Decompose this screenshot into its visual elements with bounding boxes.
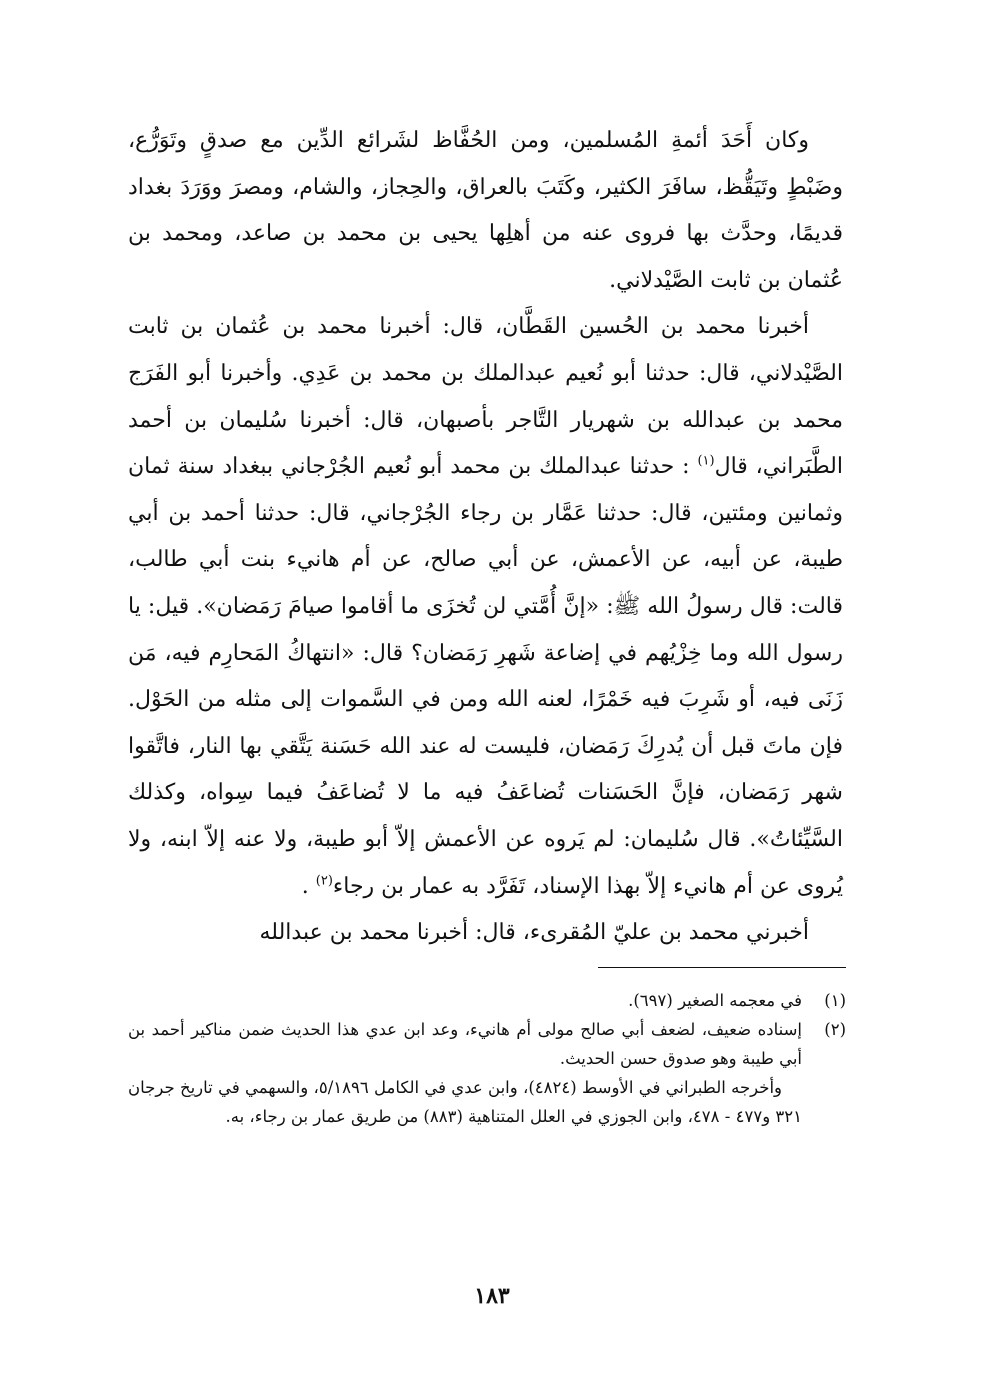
hadith-text-part-1: أخبرنا محمد بن الحُسين القَطَّان، قال: أخبرنا محمد بن عُثمان بن ثابت الصَّيْدلاني، قال: حدثنا أبو نُعيم عبدالملك بن محمد بن عَدِي. وأخبرنا أبو الفَرَج محمد بن عبدالله بن شهريار التَّاجر بأصبهان، قال: أخبرنا سُليمان بن أحمد الطَّبَراني، قال xyxy=(128,314,843,480)
footnote-text: وأخرجه الطبراني في الأوسط (٤٨٢٤)، وابن عدي في الكامل ٥/١٨٩٦، والسهمي في تاريخ جرجان ٣٢١ و٤٧٧ - ٤٧٨، وابن الجوزي في العلل المتناهية (٨٨٣) من طريق عمار بن رجاء، به. xyxy=(128,1078,802,1126)
footnote-2 xyxy=(128,1015,846,1131)
footnote-1 xyxy=(128,986,846,1015)
footnote-ref-2[interactable]: (٢) xyxy=(315,873,333,889)
paragraph-hadith xyxy=(128,304,843,910)
footnote-text: في معجمه الصغير (٦٩٧). xyxy=(628,991,802,1010)
footnote-body xyxy=(128,986,802,1015)
footnote-ref-1[interactable]: (١) xyxy=(697,453,715,469)
footnote-body xyxy=(128,1015,802,1131)
main-text xyxy=(128,118,843,957)
paragraph-next-chain: أخبرني محمد بن عليّ المُقرىء، قال: أخبرنا محمد بن عبدالله xyxy=(259,920,809,946)
footnote-text: إسناده ضعيف، لضعف أبي صالح مولى أم هانيء، وعد ابن عدي هذا الحديث ضمن مناكير أحمد بن أبي طيبة وهو صدوق حسن الحديث. xyxy=(128,1020,802,1068)
footnote-separator xyxy=(598,967,846,968)
page-number: ١٨٣ xyxy=(474,1283,510,1309)
footnote-number: (٢) xyxy=(824,1020,846,1039)
paragraph-biography: وكان أَحَدَ أئمةِ المُسلمين، ومن الحُفَّاظ لشَرائع الدِّين مع صدقٍ وتَوَرُّع، وضَبْطٍ وتَيَقُّظ، سافَرَ الكثير، وكَتَبَ بالعراق، والحِجاز، والشام، ومصرَ ووَرَدَ بغداد قديمًا، وحدَّث بها فروى عنه من أهلِها يحيى بن محمد بن صاعد، ومحمد بن عُثمان بن ثابت الصَّيْدلاني. xyxy=(128,128,843,293)
footnotes xyxy=(128,986,846,1131)
hadith-text-end: . xyxy=(301,873,316,899)
hadith-text-part-2: : حدثنا عبدالملك بن محمد أبو نُعيم الجُرْجاني ببغداد سنة ثمان وثمانين ومئتين، قال: حدثنا عَمَّار بن رجاء الجُرْجاني، قال: حدثنا أحمد بن أبي طيبة، عن أبيه، عن الأعمش، عن أبي صالح، عن أم هانيء بنت أبي طالب، قالت: قال رسولُ الله ﷺ: «إنَّ أُمَّتي لن تُخزَى ما أقاموا صيامَ رَمَضان». قيل: يا رسول الله وما خِزْيُهم في إضاعة شَهرِ رَمَضان؟ قال: «انتهاكُ المَحارِم فيه، مَن زَنَى فيه، أو شَرِبَ فيه خَمْرًا، لعنه الله ومن في السَّموات إلى مثله من الحَوْل. فإن ماتَ قبل أن يُدرِكَ رَمَضان، فليست له عند الله حَسَنة يَتَّقي بها النار، فاتَّقوا شهر رَمَضان، فإنَّ الحَسَنات تُضاعَفُ فيه ما لا تُضاعَفُ فيما سِواه، وكذلك السَّيِّئاتُ». قال سُليمان: لم يَروه عن الأعمش إلاّ أبو طيبة، ولا عنه إلاّ ابنه، ولا يُروى عن أم هانيء إلاّ بهذا الإسناد، تَفَرَّد به عمار بن رجاء xyxy=(128,454,843,899)
footnote-number: (١) xyxy=(824,991,846,1010)
